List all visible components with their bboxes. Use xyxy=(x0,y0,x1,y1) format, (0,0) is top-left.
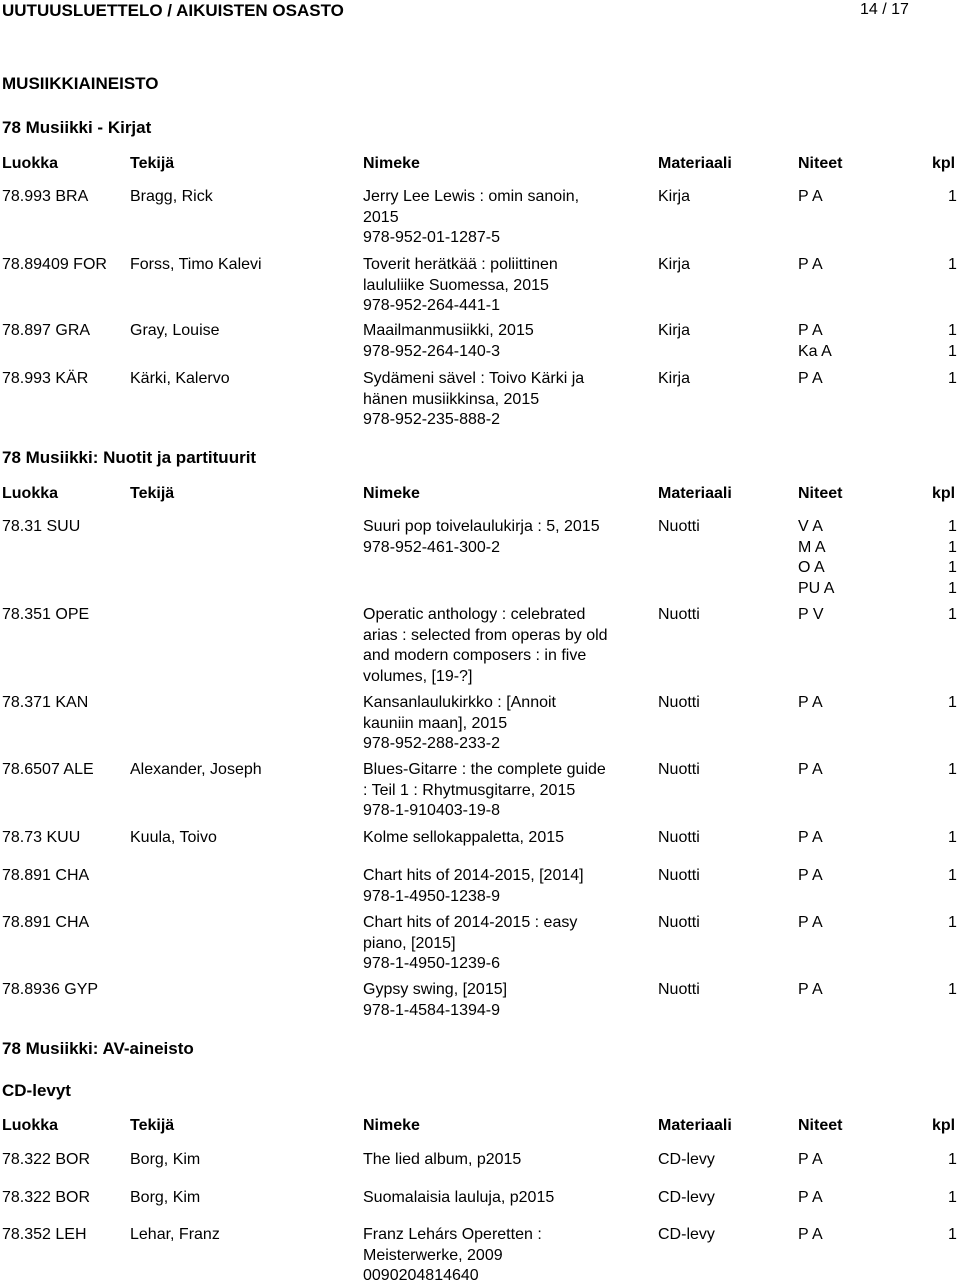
cell-nimeke xyxy=(363,1150,521,1171)
nimeke-line: Sydämeni sävel : Toivo Kärki ja xyxy=(363,370,585,387)
column-header-kpl: kpl xyxy=(932,1117,956,1134)
cell-niteet xyxy=(798,321,832,362)
nimeke-line: Maailmanmusiikki, 2015 xyxy=(363,322,534,339)
cell-materiaali: Kirja xyxy=(658,370,691,387)
cell-niteet xyxy=(798,1225,823,1246)
kpl-line: 1 xyxy=(948,981,957,998)
kpl-line: 1 xyxy=(948,342,957,360)
column-header-kpl: kpl xyxy=(932,485,956,502)
cell-nimeke xyxy=(363,255,558,317)
niteet-line: P A xyxy=(798,867,823,884)
kpl-line: 1 xyxy=(948,914,957,931)
nimeke-line: piano, [2015] xyxy=(363,934,456,952)
cell-nimeke xyxy=(363,1188,554,1209)
cell-kpl xyxy=(948,1188,957,1209)
cell-materiaali: CD-levy xyxy=(658,1151,715,1168)
cell-kpl xyxy=(948,913,957,934)
cell-luokka: 78.73 KUU xyxy=(2,829,81,846)
cell-materiaali: Nuotti xyxy=(658,606,700,623)
cell-niteet xyxy=(798,369,823,390)
cell-tekija: Gray, Louise xyxy=(130,322,220,339)
cell-luokka: 78.897 GRA xyxy=(2,322,91,339)
cell-kpl xyxy=(948,255,957,276)
niteet-line: P A xyxy=(798,761,823,778)
nimeke-line: Suomalaisia lauluja, p2015 xyxy=(363,1189,555,1206)
cell-luokka: 78.89409 FOR xyxy=(2,256,107,273)
nimeke-line: 978-952-288-233-2 xyxy=(363,735,500,753)
nimeke-line: 978-1-4950-1238-9 xyxy=(363,887,500,905)
section-main-title: MUSIIKKIAINEISTO xyxy=(2,74,159,93)
cell-kpl xyxy=(948,321,957,362)
kpl-line: 1 xyxy=(948,518,957,535)
cell-niteet xyxy=(798,517,834,600)
cell-luokka: 78.8936 GYP xyxy=(2,981,99,998)
niteet-line: P A xyxy=(798,1226,823,1243)
kpl-line: 1 xyxy=(948,559,957,577)
kpl-line: 1 xyxy=(948,694,957,711)
nimeke-line: 978-1-910403-19-8 xyxy=(363,802,500,820)
kpl-line: 1 xyxy=(948,761,957,778)
column-header-niteet: Niteet xyxy=(798,155,843,172)
column-header-luokka: Luokka xyxy=(2,155,59,172)
cell-kpl xyxy=(948,760,957,781)
section-title: 78 Musiikki: AV-aineisto xyxy=(2,1039,194,1058)
niteet-line: O A xyxy=(798,559,825,577)
kpl-line: 1 xyxy=(948,867,957,884)
kpl-line: 1 xyxy=(948,829,957,846)
nimeke-line: arias : selected from operas by old xyxy=(363,626,608,644)
cell-nimeke xyxy=(363,517,600,558)
column-header-row xyxy=(0,1117,960,1137)
cell-luokka: 78.351 OPE xyxy=(2,606,90,623)
nimeke-line: 978-952-264-441-1 xyxy=(363,297,500,315)
nimeke-line: 2015 xyxy=(363,208,399,226)
column-header-nimeke: Nimeke xyxy=(363,1117,420,1134)
nimeke-line: laululiike Suomessa, 2015 xyxy=(363,276,549,294)
cell-materiaali: Nuotti xyxy=(658,829,700,846)
cell-nimeke xyxy=(363,693,556,755)
cell-materiaali: Nuotti xyxy=(658,518,700,535)
cell-luokka: 78.31 SUU xyxy=(2,518,81,535)
nimeke-line: Chart hits of 2014-2015 : easy xyxy=(363,914,578,931)
nimeke-line: hänen musiikkinsa, 2015 xyxy=(363,390,540,408)
cell-niteet xyxy=(798,760,823,781)
cell-luokka: 78.322 BOR xyxy=(2,1151,91,1168)
cell-niteet xyxy=(798,1150,823,1171)
kpl-line: 1 xyxy=(948,322,957,339)
cell-luokka: 78.891 CHA xyxy=(2,867,90,884)
cell-nimeke xyxy=(363,980,507,1021)
section-title: 78 Musiikki - Kirjat xyxy=(2,118,152,137)
niteet-line: P A xyxy=(798,256,823,273)
nimeke-line: Kolme sellokappaletta, 2015 xyxy=(363,829,565,846)
kpl-line: 1 xyxy=(948,1151,957,1168)
kpl-line: 1 xyxy=(948,256,957,273)
nimeke-line: 978-952-461-300-2 xyxy=(363,538,500,556)
cell-nimeke xyxy=(363,760,606,822)
nimeke-line: Chart hits of 2014-2015, [2014] xyxy=(363,867,584,884)
column-header-tekija: Tekijä xyxy=(130,155,175,172)
nimeke-line: 0090204814640 xyxy=(363,1267,479,1285)
cell-materiaali: Nuotti xyxy=(658,761,700,778)
column-header-tekija: Tekijä xyxy=(130,1117,175,1134)
nimeke-line: 978-952-01-1287-5 xyxy=(363,229,500,247)
page-header xyxy=(0,0,960,24)
column-header-materiaali: Materiaali xyxy=(658,485,732,502)
cell-materiaali: Nuotti xyxy=(658,981,700,998)
cell-kpl xyxy=(948,517,957,600)
cell-niteet xyxy=(798,913,823,934)
cell-luokka: 78.993 KÄR xyxy=(2,370,89,387)
column-header-nimeke: Nimeke xyxy=(363,155,420,172)
section-title: 78 Musiikki: Nuotit ja partituurit xyxy=(2,448,257,467)
column-header-niteet: Niteet xyxy=(798,1117,843,1134)
nimeke-line: 978-1-4584-1394-9 xyxy=(363,1001,500,1019)
cell-tekija: Kuula, Toivo xyxy=(130,829,217,846)
catalog-title: UUTUUSLUETTELO / AIKUISTEN OSASTO xyxy=(2,1,344,20)
nimeke-line: Gypsy swing, [2015] xyxy=(363,981,508,998)
nimeke-line: volumes, [19-?] xyxy=(363,668,473,686)
nimeke-line: Meisterwerke, 2009 xyxy=(363,1246,503,1264)
niteet-line: Ka A xyxy=(798,342,832,360)
kpl-line: 1 xyxy=(948,1189,957,1206)
cell-kpl xyxy=(948,828,957,849)
cell-materiaali: Nuotti xyxy=(658,914,700,931)
column-header-tekija: Tekijä xyxy=(130,485,175,502)
cell-kpl xyxy=(948,369,957,390)
cell-luokka: 78.322 BOR xyxy=(2,1189,91,1206)
nimeke-line: Toverit herätkää : poliittinen xyxy=(363,256,558,273)
cell-nimeke xyxy=(363,605,608,688)
column-header-materiaali: Materiaali xyxy=(658,1117,732,1134)
niteet-line: V A xyxy=(798,518,823,535)
nimeke-line: Operatic anthology : celebrated xyxy=(363,606,586,623)
cell-niteet xyxy=(798,255,823,276)
nimeke-line: and modern composers : in five xyxy=(363,647,587,665)
cell-niteet xyxy=(798,866,823,887)
niteet-line: P V xyxy=(798,606,824,623)
cell-tekija: Forss, Timo Kalevi xyxy=(130,256,262,273)
cell-nimeke xyxy=(363,1225,542,1287)
niteet-line: P A xyxy=(798,322,823,339)
cell-luokka: 78.993 BRA xyxy=(2,188,89,205)
column-header-row xyxy=(0,485,960,505)
cell-niteet xyxy=(798,1188,823,1209)
cell-kpl xyxy=(948,1150,957,1171)
cell-kpl xyxy=(948,605,957,626)
cell-tekija: Bragg, Rick xyxy=(130,188,213,205)
niteet-line: M A xyxy=(798,538,826,556)
cell-nimeke xyxy=(363,321,534,362)
niteet-line: P A xyxy=(798,1151,823,1168)
cell-kpl xyxy=(948,1225,957,1246)
nimeke-line: 978-952-235-888-2 xyxy=(363,411,500,429)
cell-tekija: Lehar, Franz xyxy=(130,1226,220,1243)
cell-materiaali: Kirja xyxy=(658,322,691,339)
cell-niteet xyxy=(798,605,824,626)
column-header-kpl: kpl xyxy=(932,155,956,172)
cell-kpl xyxy=(948,693,957,714)
niteet-line: P A xyxy=(798,829,823,846)
kpl-line: 1 xyxy=(948,1226,957,1243)
column-header-nimeke: Nimeke xyxy=(363,485,420,502)
nimeke-line: : Teil 1 : Rhytmusgitarre, 2015 xyxy=(363,781,576,799)
niteet-line: P A xyxy=(798,370,823,387)
cell-niteet xyxy=(798,187,823,208)
cell-materiaali: Kirja xyxy=(658,256,691,273)
nimeke-line: Suuri pop toivelaulukirja : 5, 2015 xyxy=(363,518,600,535)
niteet-line: PU A xyxy=(798,580,835,598)
cell-kpl xyxy=(948,980,957,1001)
page-number: 14 / 17 xyxy=(860,1,909,18)
cell-luokka: 78.891 CHA xyxy=(2,914,90,931)
niteet-line: P A xyxy=(798,981,823,998)
cell-luokka: 78.352 LEH xyxy=(2,1226,87,1243)
column-header-luokka: Luokka xyxy=(2,485,59,502)
column-header-materiaali: Materiaali xyxy=(658,155,732,172)
cell-materiaali: CD-levy xyxy=(658,1226,715,1243)
nimeke-line: Kansanlaulukirkko : [Annoit xyxy=(363,694,556,711)
section-subtitle: CD-levyt xyxy=(2,1081,71,1100)
cell-kpl xyxy=(948,866,957,887)
niteet-line: P A xyxy=(798,1189,823,1206)
column-header-luokka: Luokka xyxy=(2,1117,59,1134)
cell-tekija: Kärki, Kalervo xyxy=(130,370,230,387)
kpl-line: 1 xyxy=(948,538,957,556)
nimeke-line: 978-952-264-140-3 xyxy=(363,342,500,360)
cell-tekija: Alexander, Joseph xyxy=(130,761,262,778)
kpl-line: 1 xyxy=(948,606,957,623)
nimeke-line: The lied album, p2015 xyxy=(363,1151,522,1168)
cell-materiaali: Nuotti xyxy=(658,694,700,711)
cell-luokka: 78.6507 ALE xyxy=(2,761,94,778)
cell-nimeke xyxy=(363,913,577,975)
cell-nimeke xyxy=(363,866,584,907)
niteet-line: P A xyxy=(798,694,823,711)
niteet-line: P A xyxy=(798,188,823,205)
kpl-line: 1 xyxy=(948,370,957,387)
cell-kpl xyxy=(948,187,957,208)
cell-tekija: Borg, Kim xyxy=(130,1151,201,1168)
nimeke-line: Blues-Gitarre : the complete guide xyxy=(363,761,606,778)
cell-materiaali: CD-levy xyxy=(658,1189,715,1206)
niteet-line: P A xyxy=(798,914,823,931)
cell-materiaali: Kirja xyxy=(658,188,691,205)
nimeke-line: Jerry Lee Lewis : omin sanoin, xyxy=(363,188,580,205)
cell-nimeke xyxy=(363,187,579,249)
nimeke-line: 978-1-4950-1239-6 xyxy=(363,955,500,973)
nimeke-line: Franz Lehárs Operetten : xyxy=(363,1226,542,1243)
cell-materiaali: Nuotti xyxy=(658,867,700,884)
kpl-line: 1 xyxy=(948,580,957,598)
column-header-niteet: Niteet xyxy=(798,485,843,502)
column-header-row xyxy=(0,155,960,175)
cell-luokka: 78.371 KAN xyxy=(2,694,89,711)
cell-nimeke xyxy=(363,828,564,849)
cell-tekija: Borg, Kim xyxy=(130,1189,201,1206)
nimeke-line: kauniin maan], 2015 xyxy=(363,714,508,732)
cell-nimeke xyxy=(363,369,584,431)
kpl-line: 1 xyxy=(948,188,957,205)
cell-niteet xyxy=(798,980,823,1001)
cell-niteet xyxy=(798,693,823,714)
cell-niteet xyxy=(798,828,823,849)
